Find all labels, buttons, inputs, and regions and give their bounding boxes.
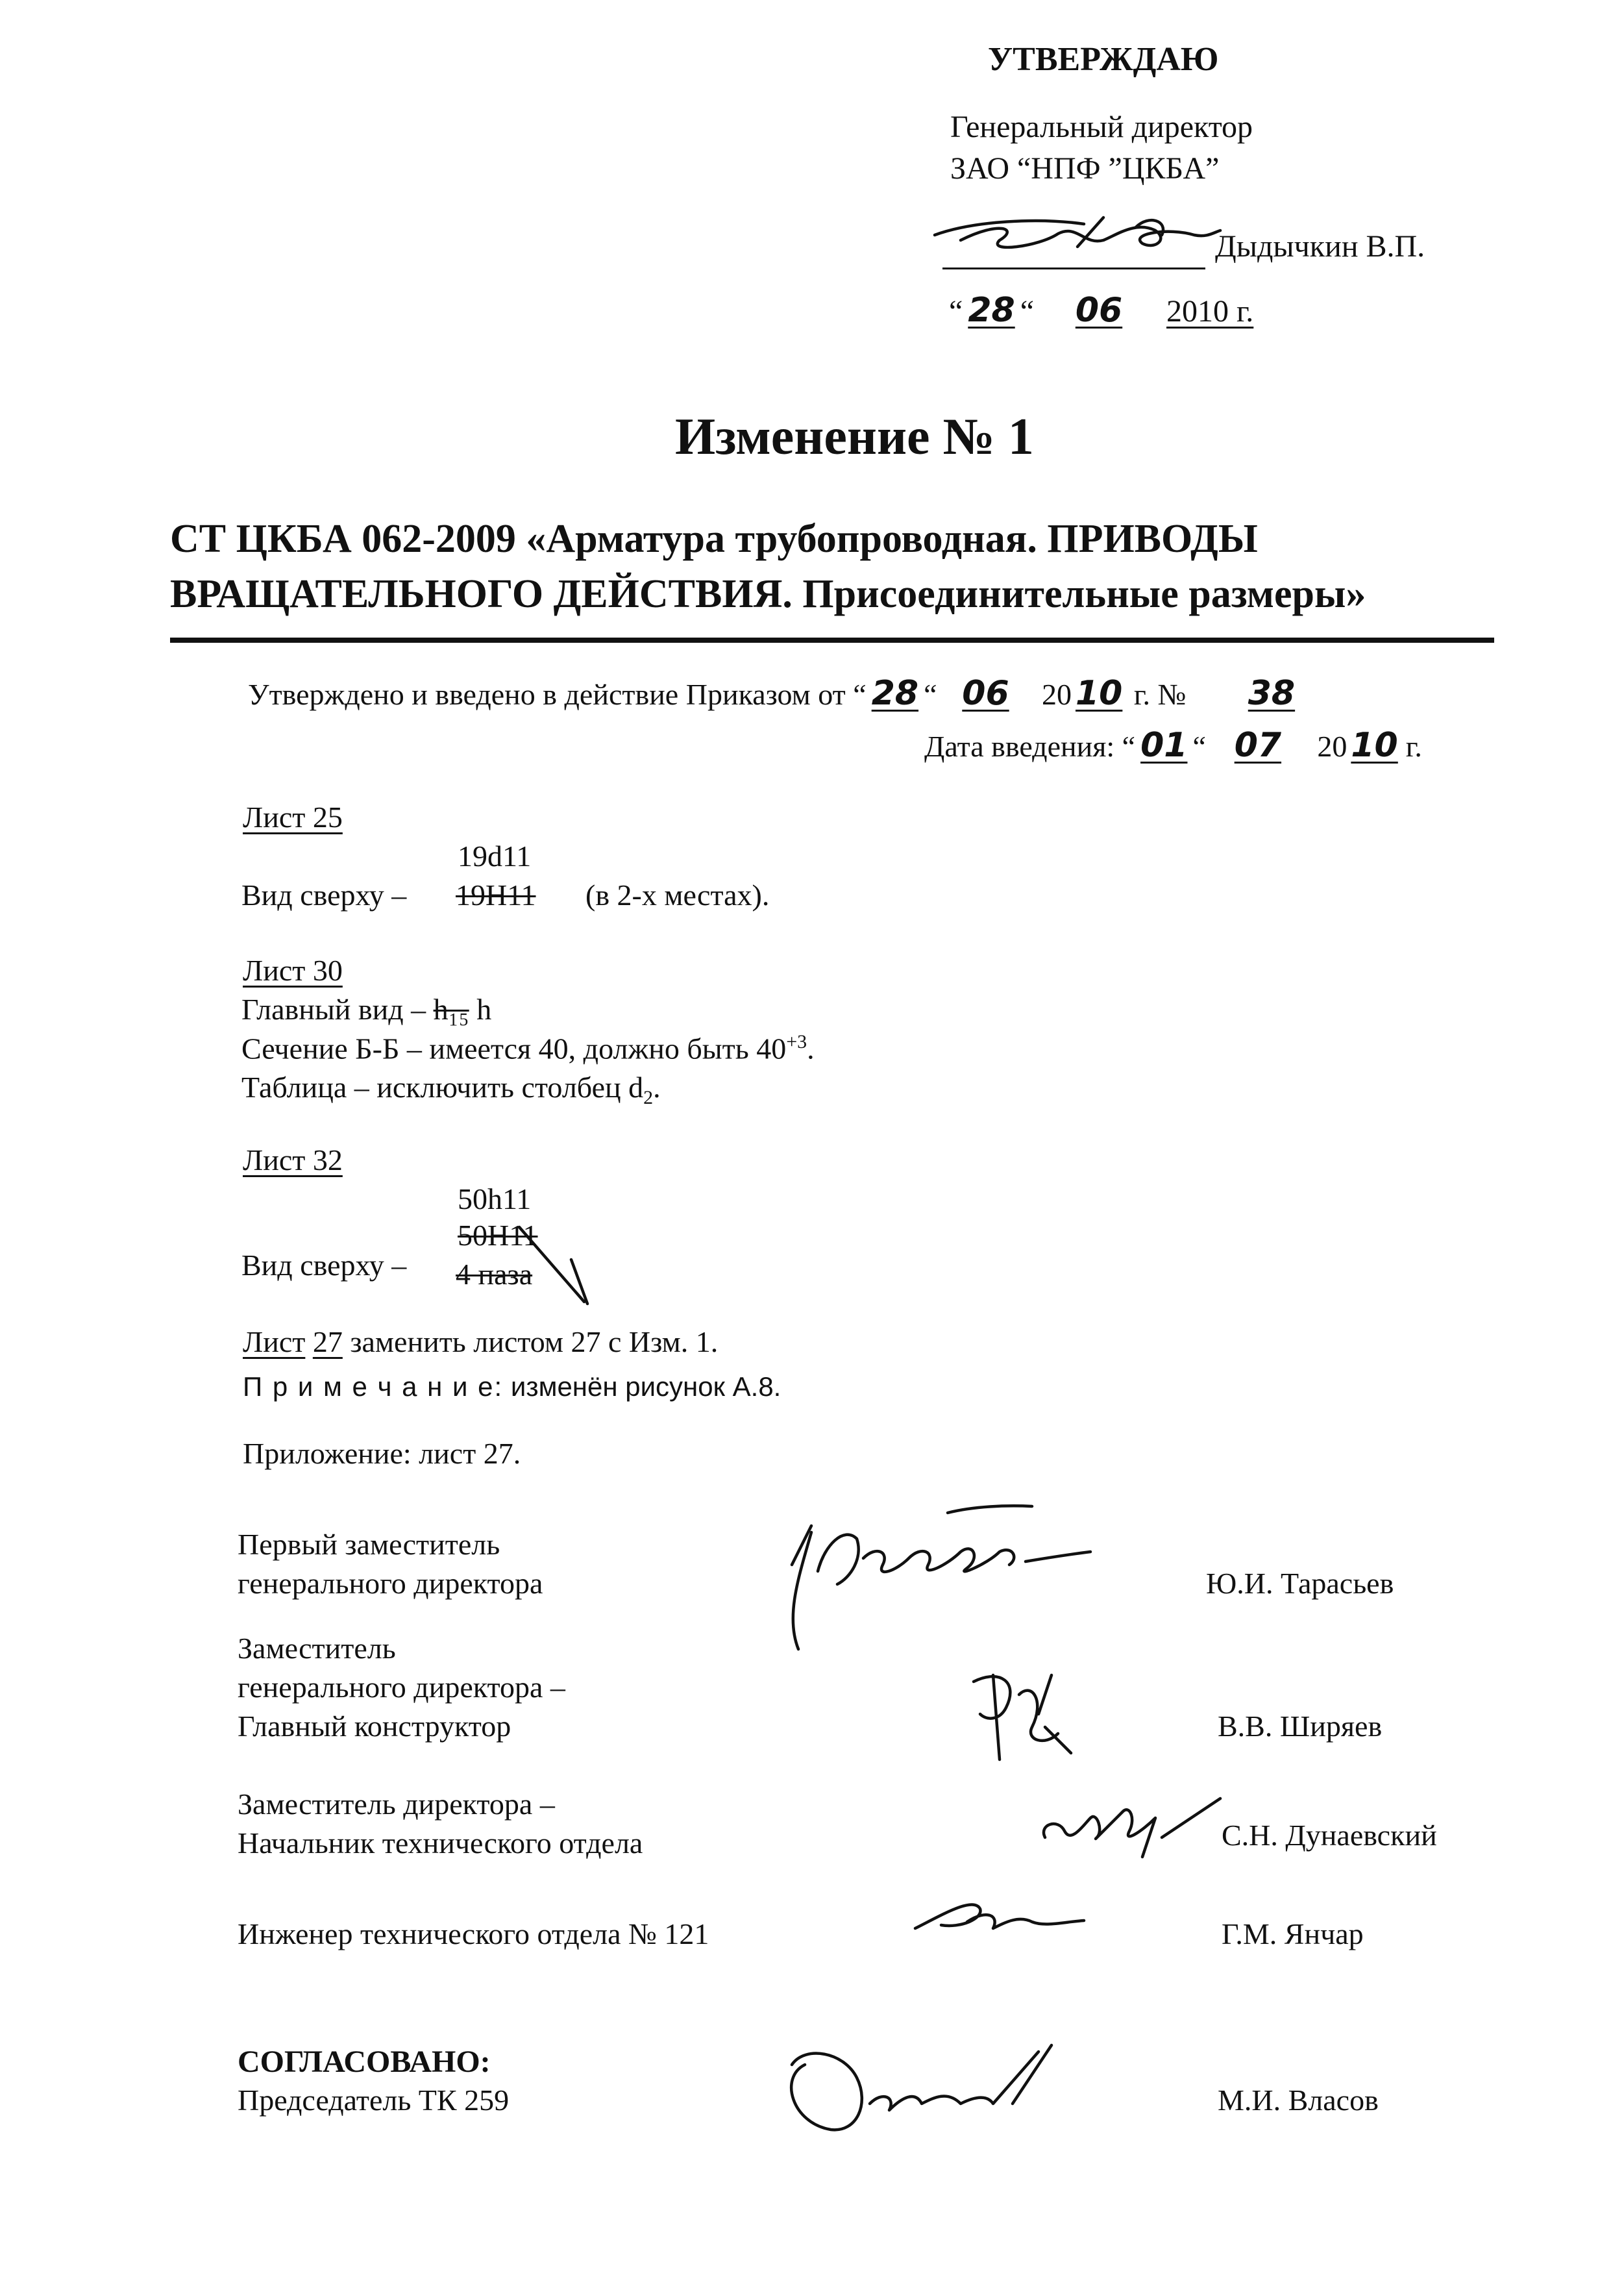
date-mid-quote: “ (1020, 294, 1034, 329)
sheet25-new-value: 19d11 (458, 840, 532, 873)
order-year-hand: 10 (1075, 674, 1123, 713)
signature-vlasov (766, 2026, 1090, 2156)
intro-label: Дата введения: “ (924, 730, 1136, 763)
sheet30-line2-text: Сечение Б-Б – имеется 40, должно быть 40 (241, 1032, 787, 1065)
title-rule (170, 638, 1494, 643)
sheet30-line3-sub: 2 (643, 1087, 654, 1109)
sheet32-heading: Лист 32 (243, 1143, 343, 1176)
approval-date (949, 291, 1253, 330)
signature-tarasyev (753, 1487, 1116, 1669)
sheet30-line3-end: . (653, 1071, 661, 1104)
intro-day: 01 (1140, 726, 1188, 765)
signatory-3-name: С.Н. Дунаевский (1222, 1819, 1437, 1852)
date-month: 06 (1075, 291, 1123, 330)
signatory-2-role-3: Главный конструктор (238, 1710, 511, 1743)
signatory-2-role-2: генерального директора – (238, 1671, 565, 1704)
signature-yanchar (902, 1870, 1097, 1954)
order-line (248, 674, 1349, 713)
order-day: 28 (871, 674, 919, 713)
agreed-heading: СОГЛАСОВАНО: (238, 2045, 491, 2079)
intro-month: 07 (1234, 726, 1282, 765)
signatory-2-name: В.В. Ширяев (1218, 1710, 1383, 1743)
intro-year-prefix: 20 (1317, 730, 1347, 763)
sheet32-old-note: 4 паза (456, 1258, 533, 1291)
sheet30-heading: Лист 30 (243, 954, 343, 987)
agreed-role: Председатель ТК 259 (238, 2084, 510, 2117)
order-month: 06 (962, 674, 1009, 713)
approval-organization: ЗАО “НПФ ”ЦКБА” (950, 151, 1220, 186)
signature-shiryaev (948, 1656, 1090, 1773)
sheet30-line1-old: h₁₅ (433, 993, 469, 1026)
order-number-label: № (1157, 678, 1187, 711)
note-text: изменён рисунок А.8. (510, 1371, 781, 1402)
signatory-1-role-1: Первый заместитель (238, 1528, 500, 1561)
replace-sheet-word: Лист (243, 1325, 306, 1358)
sheet25-label: Вид сверху – (241, 878, 407, 912)
sheet32-new-value: 50h11 (458, 1182, 532, 1215)
subtitle-line1: СТ ЦКБА 062-2009 «Арматура трубопроводная. ПРИВОДЫ (170, 517, 1258, 561)
director-signature (922, 195, 1233, 273)
replace-line (243, 1325, 718, 1359)
signature-dunaevsky (1026, 1773, 1233, 1876)
intro-date-line (924, 726, 1422, 765)
subtitle-line2: ВРАЩАТЕЛЬНОГО ДЕЙСТВИЯ. Присоединительные размеры» (170, 572, 1366, 616)
signatory-4-role-1: Инженер технического отдела № 121 (238, 1917, 709, 1950)
sheet32-old-value: 50H11 (458, 1219, 538, 1252)
signatory-3-role-2: Начальник технического отдела (238, 1826, 643, 1860)
sheet25-note: (в 2-х местах). (585, 878, 770, 912)
date-open-quote: “ (949, 294, 963, 329)
page-title: Изменение № 1 (675, 408, 1034, 466)
approval-signer: Дыдычкин В.П. (1215, 229, 1425, 264)
order-year-prefix: 20 (1041, 678, 1072, 711)
signatory-2-role-1: Заместитель (238, 1632, 396, 1665)
attachment: Приложение: лист 27. (243, 1437, 521, 1470)
note-label: П р и м е ч а н и е: (243, 1371, 504, 1402)
sheet32-label: Вид сверху – (241, 1249, 407, 1282)
approval-position: Генеральный директор (950, 110, 1253, 144)
sheet30-line2 (241, 1031, 815, 1065)
sheet25-old-value: 19H11 (456, 878, 536, 912)
sheet30-line1-label: Главный вид – (241, 993, 426, 1026)
sheet30-line3-text: Таблица – исключить столбец d (241, 1071, 644, 1104)
sheet30-line2-end: . (807, 1032, 815, 1065)
date-day: 28 (968, 291, 1015, 330)
agreed-name: М.И. Власов (1218, 2084, 1379, 2117)
order-year-suffix: г. (1133, 678, 1151, 711)
approval-heading: УТВЕРЖДАЮ (988, 41, 1219, 78)
signatory-4-name: Г.М. Янчар (1222, 1917, 1364, 1950)
intro-year-hand: 10 (1351, 726, 1398, 765)
sheet25-heading: Лист 25 (243, 801, 343, 834)
replace-sheet-num: 27 (312, 1325, 343, 1358)
note-line (243, 1371, 781, 1402)
order-text: Утверждено и введено в действие Приказом от (248, 678, 846, 711)
sheet32-cross-mark (506, 1221, 597, 1312)
order-number: 38 (1248, 674, 1296, 713)
replace-text: заменить листом 27 с Изм. 1. (350, 1325, 719, 1358)
intro-year-suffix: г. (1405, 730, 1422, 763)
sheet30-line3 (241, 1070, 661, 1109)
sheet30-line1 (241, 992, 491, 1027)
signatory-3-role-1: Заместитель директора – (238, 1787, 555, 1821)
sheet30-line1-new: h (476, 993, 492, 1026)
order-open-quote: “ (853, 678, 867, 711)
date-year: 2010 г. (1166, 294, 1254, 329)
director-signature-line (942, 268, 1205, 269)
signatory-1-role-2: генерального директора (238, 1567, 543, 1600)
sheet30-line2-sup: +3 (786, 1031, 807, 1052)
signatory-1-name: Ю.И. Тарасьев (1206, 1567, 1394, 1600)
order-mid-quote: “ (924, 678, 937, 711)
intro-mid-quote: “ (1192, 730, 1206, 763)
